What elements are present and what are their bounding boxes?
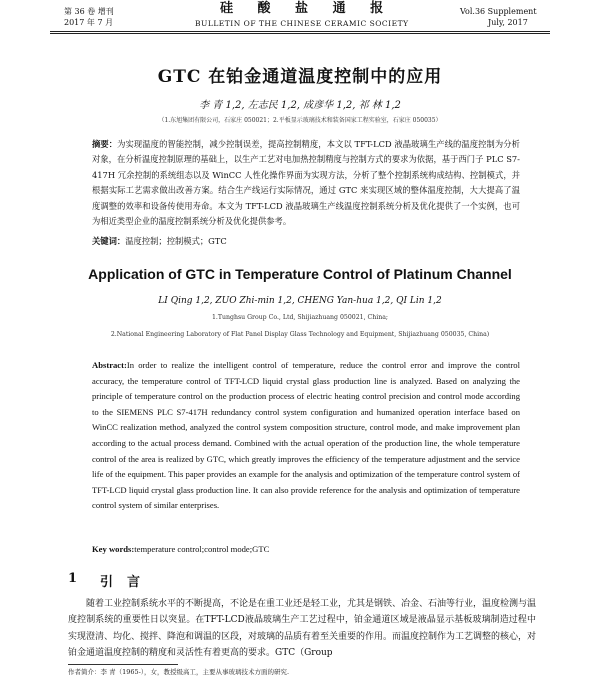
abstract-cn: [92, 137, 520, 229]
abstract-cn-text: 为实现温度的智能控制，减少控制误差，提高控制精度，本文以 TFT-LCD 液晶玻璃生产线的温度控制为分析对象，在分析温度控制原理的基础上，以生产工艺对电加热控制精度与控制方式的要求为依据，基于西门子 PLC S7-417H 冗余控制的系统组态以及 WinCC 人性化操作界面为实现方法，分析了整个控制系统构成结构、控制模式，并根据实际工艺需求做出改善方案。结合生产线运行实际情况，通过 GTC 来实现区域的整体温度控制，大大提高了温度调整的效率和设备传使用寿命。本文为 TFT-LCD 液晶玻璃生产线温度控制系统分析及优化提供了一个实例，也可为相近类型企业的温度控制系统分析及优化提供参考。: [92, 139, 520, 227]
keywords-cn-text: 温度控制；控制模式；GTC: [125, 236, 227, 246]
keywords-cn-label: 关键词：: [92, 236, 126, 246]
keywords-en: [92, 544, 520, 554]
section-1-paragraph: 随着工业控制系统水平的不断提高，不论是在重工业还是轻工业，尤其是钢铁、冶金、石油等行业，温度检测与温度控制系统的重要性日以突显。在TFT-LCD液晶玻璃生产工艺过程中，铂金通道区域是液晶显示基板玻璃制造过程中实现澄清、均化、搅拌、降泡和调温的区段，对玻璃的品质有着至关重要的作用。而温度控制作为工艺调整的核心，对铂金通道温度控制的精度和灵活性有着更高的要求。GTC（Group: [68, 599, 537, 658]
keywords-en-label: Key words:: [92, 544, 135, 554]
keywords-en-text: temperature control;control mode;GTC: [134, 544, 270, 554]
affiliation-en-2: 2.National Engineering Laboratory of Flat Panel Display Glass Technology and Equipment, Shijiazhuang 050035, China): [110, 331, 490, 338]
affiliation-en-1: 1.Tunghsu Group Co., Ltd, Shijiazhuang 050021, China;: [212, 314, 388, 321]
abstract-en-text: In order to realize the intelligent control of temperature, reduce the control error and improve the control accuracy, the temperature control of TFT-LCD liquid crystal glass production line is analyzed. Based on analyzing the principle of temperature control on the production process of electric heating control precision and control mode according to the SIEMENS PLC S7-417H redundancy control system configuration and humanized operation interface based on WinCC realization method, analyzed the control system composition structure, control mode, and make improvement plan according to the actual process demand. Combined with the actual operation of the production line, the whole temperature control of the area is realized by GTC, which greatly improves the efficiency of the temperature adjustment and the service life of the equipment. This paper provides an example for the analysis and optimization of the temperature control system of TFT-LCD liquid crystal glass production line. It can also provide reference for the analysis and optimization of temperature control system of similar enterprises.: [92, 360, 520, 511]
keywords-cn: [92, 234, 520, 249]
journal-title-cn: 硅 酸 盐 通 报: [220, 1, 394, 16]
abstract-en: [92, 358, 520, 514]
header-rule: [50, 31, 550, 32]
footnote-rule: [68, 664, 178, 665]
journal-volume-en: Vol.36 Supplement: [460, 7, 537, 16]
header-rule-2: [50, 33, 550, 34]
paper-title-en: Application of GTC in Temperature Control of Platinum Channel: [88, 266, 512, 282]
journal-title-en: BULLETIN OF THE CHINESE CERAMIC SOCIETY: [195, 19, 409, 28]
abstract-en-label: Abstract:: [92, 360, 127, 370]
journal-volume: 第 36 卷 增刊: [64, 7, 114, 16]
authors-en: LI Qing 1,2, ZUO Zhi-min 1,2, CHENG Yan-hua 1,2, QI Lin 1,2: [158, 296, 442, 306]
journal-date-en: July, 2017: [488, 18, 528, 27]
author-footnote: 作者简介：李 青（1965-），女，教授级高工，主要从事玻璃技术方面的研究.: [68, 668, 290, 676]
abstract-cn-label: 摘要：: [92, 139, 118, 149]
section-1-number: 1: [68, 571, 78, 586]
affiliation-cn: （1.东旭集团有限公司，石家庄 050021；2.平板显示玻璃技术和装备国家工程实验室，石家庄 050035）: [158, 117, 442, 124]
section-1-title: 引言: [100, 575, 155, 590]
journal-date: 2017 年 7 月: [64, 18, 114, 27]
paper-title-cn: GTC 在铂金通道温度控制中的应用: [157, 67, 443, 87]
authors-cn: 李 青 1,2, 左志民 1,2, 成彦华 1,2, 祁 林 1,2: [199, 100, 401, 111]
